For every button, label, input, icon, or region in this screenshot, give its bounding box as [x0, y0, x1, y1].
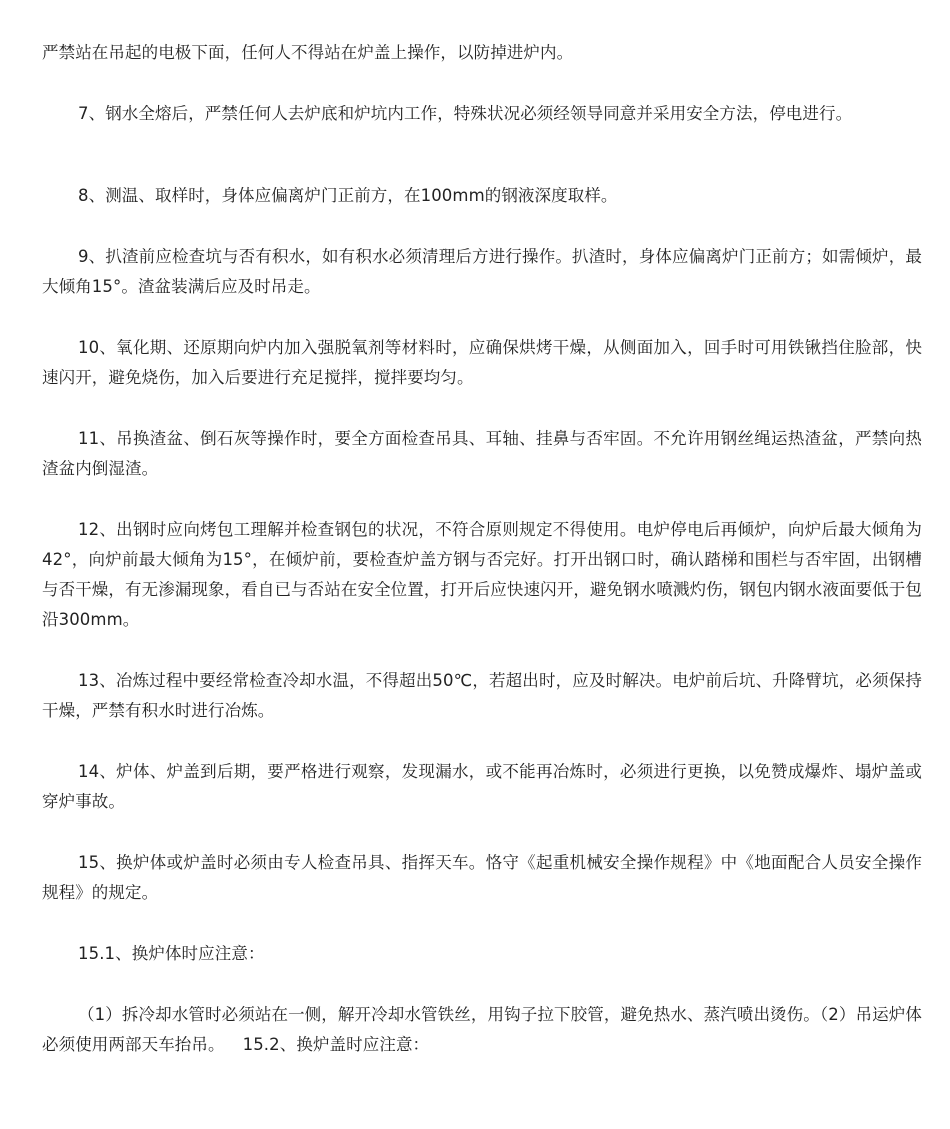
paragraph-item-12: 12、出钢时应向烤包工理解并检查钢包的状况，不符合原则规定不得使用。电炉停电后再倾炉，向炉后最大倾角为42°，向炉前最大倾角为15°，在倾炉前，要检查炉盖方钢与否完好。打开出钢口时，确认踏梯和围栏与否牢固，出钢槽与否干燥，有无渗漏现象，看自已与否站在安全位置，打开后应快速闪开，避免钢水喷溅灼伤，钢包内钢水液面要低于包沿300mm。	[42, 520, 922, 629]
document-body	[42, 38, 922, 1060]
paragraph-item-9: 9、扒渣前应检查坑与否有积水，如有积水必须清理后方进行操作。扒渣时，身体应偏离炉门正前方；如需倾炉，最大倾角15°。渣盆装满后应及时吊走。	[42, 247, 922, 296]
paragraph-item-11: 11、吊换渣盆、倒石灰等操作时，要全方面检查吊具、耳轴、挂鼻与否牢固。不允许用钢丝绳运热渣盆，严禁向热渣盆内倒湿渣。	[42, 429, 922, 478]
paragraph-subitems	[42, 1000, 922, 1060]
paragraph-item-8: 8、测温、取样时，身体应偏离炉门正前方，在100mm的钢液深度取样。	[78, 186, 618, 205]
subheading-15-2: 15.2、换炉盖时应注意：	[242, 1035, 430, 1054]
paragraph-item-7: 7、钢水全熔后，严禁任何人去炉底和炉坑内工作，特殊状况必须经领导同意并采用安全方法，停电进行。	[78, 104, 853, 123]
subitem-text: （1）拆冷却水管时必须站在一侧，解开冷却水管铁丝，用钩子拉下胶管，避免热水、蒸汽喷出烫伤。（2）吊运炉体必须使用两部天车抬吊。	[42, 1005, 922, 1054]
paragraph-item-15-1: 15.1、换炉体时应注意：	[78, 944, 265, 963]
paragraph-item-15: 15、换炉体或炉盖时必须由专人检查吊具、指挥天车。恪守《起重机械安全操作规程》中《地面配合人员安全操作规程》的规定。	[42, 853, 922, 902]
paragraph-continuation: 严禁站在吊起的电极下面，任何人不得站在炉盖上操作，以防掉进炉内。	[42, 43, 574, 62]
paragraph-item-13: 13、冶炼过程中要经常检查冷却水温，不得超出50℃，若超出时，应及时解决。电炉前后坑、升降臂坑，必须保持干燥，严禁有积水时进行冶炼。	[42, 671, 922, 720]
paragraph-item-10: 10、氧化期、还原期向炉内加入强脱氧剂等材料时，应确保烘烤干燥，从侧面加入，回手时可用铁锹挡住脸部，快速闪开，避免烧伤，加入后要进行充足搅拌，搅拌要均匀。	[42, 338, 922, 387]
paragraph-item-14: 14、炉体、炉盖到后期，要严格进行观察，发现漏水，或不能再冶炼时，必须进行更换，以免赞成爆炸、塌炉盖或穿炉事故。	[42, 762, 922, 811]
